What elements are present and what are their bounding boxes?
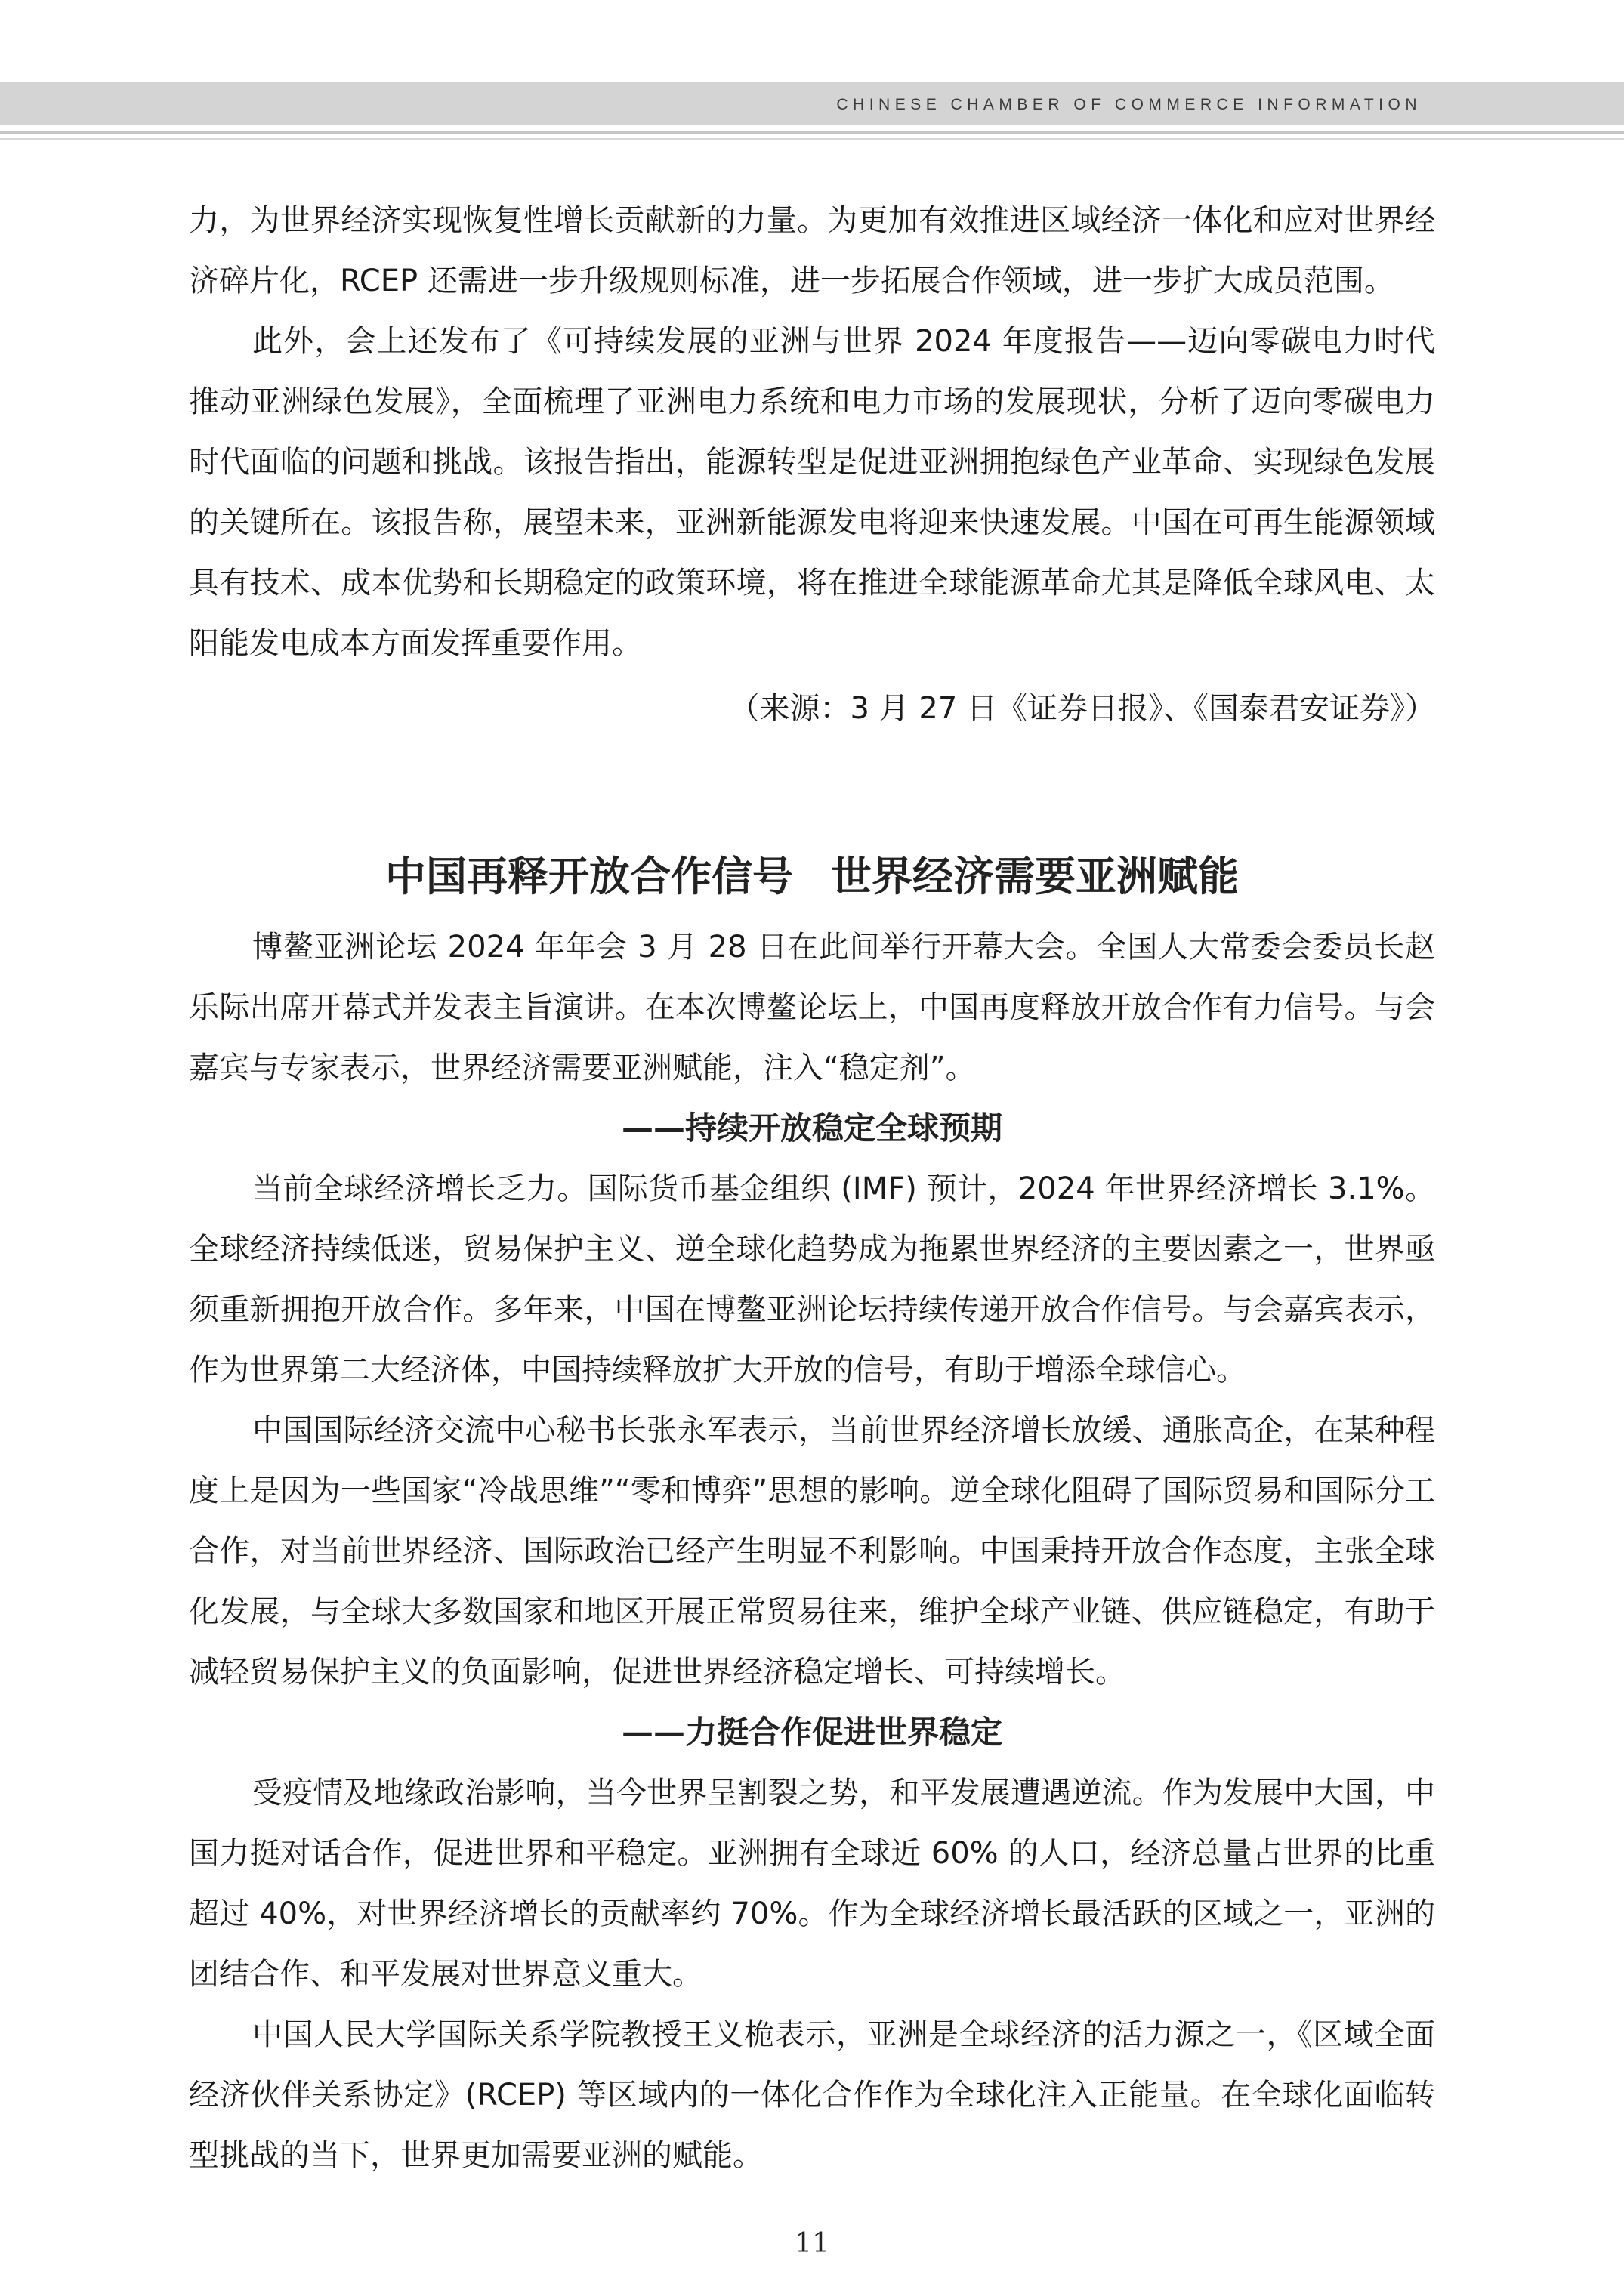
paragraph-continued: 力，为世界经济实现恢复性增长贡献新的力量。为更加有效推进区域经济一体化和应对世界经济碎片化，RCEP 还需进一步升级规则标准，进一步拓展合作领域，进一步扩大成员范围。 xyxy=(189,203,1435,298)
article-intro: 博鳌亚洲论坛 2024 年年会 3 月 28 日在此间举行开幕大会。全国人大常委会委员长赵乐际出席开幕式并发表主旨演讲。在本次博鳌论坛上，中国再度释放开放合作有力信号。与会嘉宾与专家表示，世界经济需要亚洲赋能，注入“稳定剂”。 xyxy=(189,930,1435,1085)
header-rule xyxy=(0,131,1624,134)
page-content xyxy=(189,190,1435,2186)
section-paragraph: 当前全球经济增长乏力。国际货币基金组织 (IMF) 预计，2024 年世界经济增长 3.1%。全球经济持续低迷，贸易保护主义、逆全球化趋势成为拖累世界经济的主要因素之一，世界亟须重新拥抱开放合作。多年来，中国在博鳌亚洲论坛持续传递开放合作信号。与会嘉宾表示，作为世界第二大经济体，中国持续释放扩大开放的信号，有助于增添全球信心。 xyxy=(189,1171,1435,1387)
page-number: 11 xyxy=(795,2228,829,2259)
article-title xyxy=(189,843,1435,911)
publication-header-title: CHINESE CHAMBER OF COMMERCE INFORMATION xyxy=(836,96,1422,113)
header-rule-secondary xyxy=(0,138,1624,140)
article-title-part2: 世界经济需要亚洲赋能 xyxy=(831,853,1239,900)
section-heading: ——持续开放稳定全球预期 xyxy=(621,1109,1002,1146)
source-citation: （来源：3 月 27 日《证券日报》、《国泰君安证券》） xyxy=(729,691,1435,726)
article-title-part1: 中国再释开放合作信号 xyxy=(385,853,793,900)
section-paragraph: 受疫情及地缘政治影响，当今世界呈割裂之势，和平发展遭遇逆流。作为发展中大国，中国力挺对话合作，促进世界和平稳定。亚洲拥有全球近 60% 的人口，经济总量占世界的比重超过 40%，对世界经济增长的贡献率约 70%。作为全球经济增长最活跃的区域之一，亚洲的团结合作、和平发展对世界意义重大。 xyxy=(189,1776,1435,1992)
section-paragraph: 中国国际经济交流中心秘书长张永军表示，当前世界经济增长放缓、通胀高企，在某种程度上是因为一些国家“冷战思维”“零和博弈”思想的影响。逆全球化阻碍了国际贸易和国际分工合作，对当前世界经济、国际政治已经产生明显不利影响。中国秉持开放合作态度，主张全球化发展，与全球大多数国家和地区开展正常贸易往来，维护全球产业链、供应链稳定，有助于减轻贸易保护主义的负面影响，促进世界经济稳定增长、可持续增长。 xyxy=(189,1413,1435,1690)
section-heading: ——力挺合作促进世界稳定 xyxy=(621,1714,1002,1751)
section-paragraph: 中国人民大学国际关系学院教授王义桅表示，亚洲是全球经济的活力源之一，《区域全面经济伙伴关系协定》(RCEP) 等区域内的一体化合作作为全球化注入正能量。在全球化面临转型挑战的当下，世界更加需要亚洲的赋能。 xyxy=(189,2017,1435,2173)
paragraph-report: 此外，会上还发布了《可持续发展的亚洲与世界 2024 年度报告——迈向零碳电力时代推动亚洲绿色发展》，全面梳理了亚洲电力系统和电力市场的发展现状，分析了迈向零碳电力时代面临的问题和挑战。该报告指出，能源转型是促进亚洲拥抱绿色产业革命、实现绿色发展的关键所在。该报告称，展望未来，亚洲新能源发电将迎来快速发展。中国在可再生能源领域具有技术、成本优势和长期稳定的政策环境，将在推进全球能源革命尤其是降低全球风电、太阳能发电成本方面发挥重要作用。 xyxy=(189,324,1435,661)
